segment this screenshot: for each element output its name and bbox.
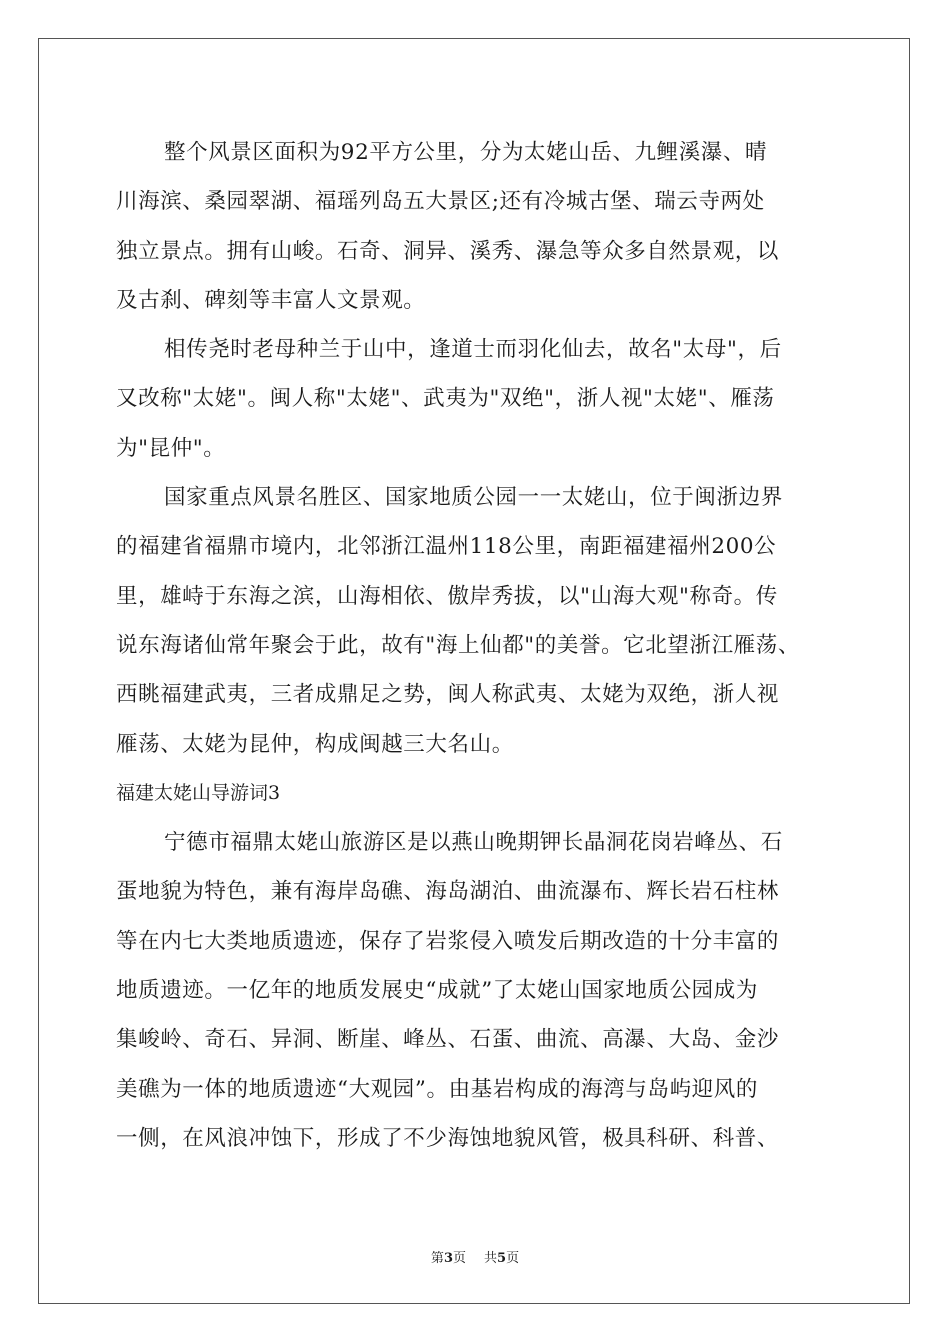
paragraph-4 (116, 818, 836, 1163)
text-line: 川海滨、桑园翠湖、福瑶列岛五大景区;还有冷城古堡、瑞云寺两处 (116, 189, 765, 215)
text-line: 西眺福建武夷，三者成鼎足之势，闽人称武夷、太姥为双绝，浙人视 (116, 682, 780, 708)
total-pages-prefix: 共 (484, 1251, 498, 1266)
text-line: 相传尧时老母种兰于山中，逢道士而羽化仙去，故名"太母"，后 (164, 337, 782, 363)
text-line: 集峻岭、奇石、异洞、断崖、峰丛、石蛋、曲流、高瀑、大岛、金沙 (116, 1027, 780, 1053)
text-line: 宁德市福鼎太姥山旅游区是以燕山晚期钾长晶洞花岗岩峰丛、石 (164, 830, 783, 856)
paragraph-2 (116, 325, 836, 473)
text-line: 的福建省福鼎市境内，北邻浙江温州118公里，南距福建福州200公 (116, 534, 777, 560)
page-footer (0, 1247, 950, 1266)
text-line: 说东海诸仙常年聚会于此，故有"海上仙都"的美誉。它北望浙江雁荡、 (116, 632, 800, 658)
text-line: 国家重点风景名胜区、国家地质公园一一太姥山，位于闽浙边界 (164, 485, 783, 511)
text-line: 蛋地貌为特色，兼有海岸岛礁、海岛湖泊、曲流瀑布、辉长岩石柱林 (116, 879, 780, 905)
text-line: 又改称"太姥"。闽人称"太姥"、武夷为"双绝"，浙人视"太姥"、雁荡 (116, 386, 775, 412)
page-number-suffix: 页 (452, 1251, 466, 1266)
page-number-prefix: 第 (430, 1251, 444, 1266)
total-pages-suffix: 页 (506, 1251, 520, 1266)
document-body (116, 128, 836, 1163)
text-line: 里，雄峙于东海之滨，山海相依、傲岸秀拔，以"山海大观"称奇。传 (116, 583, 778, 609)
paragraph-3 (116, 473, 836, 769)
text-line: 为"昆仲"。 (116, 435, 226, 461)
text-line: 一侧，在风浪冲蚀下，形成了不少海蚀地貌风管，极具科研、科普、 (116, 1125, 780, 1151)
text-line: 美礁为一体的地质遗迹“大观园”。由基岩构成的海湾与岛屿迎风的 (116, 1076, 758, 1102)
paragraph-1 (116, 128, 836, 325)
text-line: 地质遗迹。一亿年的地质发展史“成就”了太姥山国家地质公园成为 (116, 978, 758, 1004)
text-line: 整个风景区面积为92平方公里，分为太姥山岳、九鲤溪瀑、晴 (164, 140, 768, 165)
section-heading: 福建太姥山导游词3 (116, 781, 281, 804)
total-pages-number: 5 (497, 1251, 507, 1266)
text-line: 及古刹、碑刻等丰富人文景观。 (116, 287, 426, 313)
text-line: 等在内七大类地质遗迹，保存了岩浆侵入喷发后期改造的十分丰富的 (116, 928, 780, 954)
text-line: 雁荡、太姥为昆仲，构成闽越三大名山。 (116, 731, 514, 757)
current-page-number: 3 (443, 1251, 453, 1266)
text-line: 独立景点。拥有山峻。石奇、洞异、溪秀、瀑急等众多自然景观，以 (116, 238, 780, 264)
